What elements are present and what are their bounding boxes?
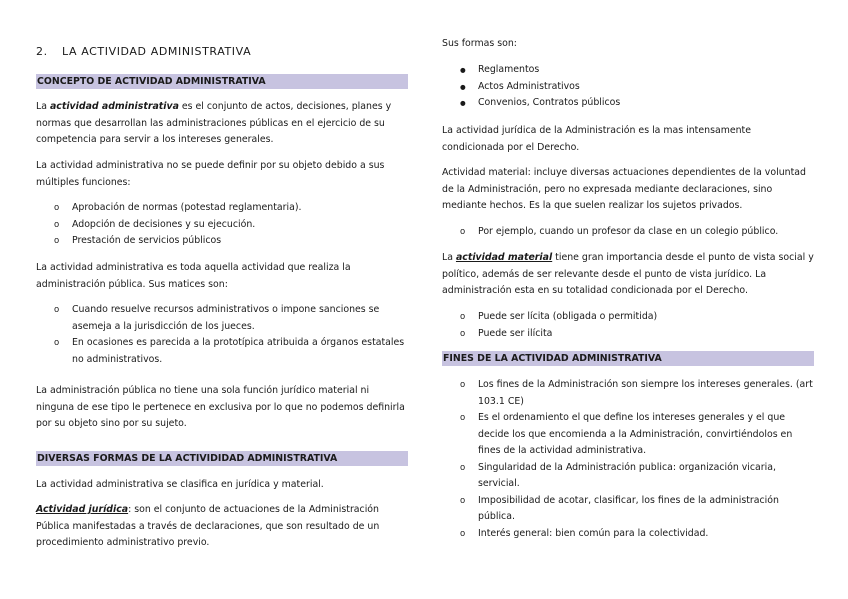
term-actividad-material: actividad material	[455, 252, 553, 263]
list-item: o Cuando resuelve recursos administrativos o impone sanciones se asemeja a la jurisdicción de los jueces.	[36, 302, 408, 335]
list-item: o En ocasiones es parecida a la prototípica atribuida a órganos estatales no administrativos.	[36, 335, 408, 368]
fines-list	[442, 377, 814, 542]
list-item: o Imposibilidad de acotar, clasificar, los fines de la administración pública.	[442, 493, 814, 526]
list-item: o Adopción de decisiones y su ejecución.	[36, 217, 408, 234]
list-item: ● Convenios, Contratos públicos	[442, 95, 814, 112]
actividad-material-paragraph: Actividad material: incluye diversas actuaciones dependientes de la voluntad de la Administración, pero no expresada mediante declaraciones, sino mediante hechos. Es la que suelen realizar los sujetos privados.	[442, 167, 806, 211]
concepto-paragraph	[36, 99, 408, 149]
p1-post: es el conjunto de actos, decisiones, planes y normas que desarrollan las administraciones públicas en el ejercicio de su competencia para servir a los intereses generales.	[36, 101, 392, 145]
list-item: o Puede ser lícita (obligada o permitida)	[442, 309, 814, 326]
formas-intro: Sus formas son:	[442, 38, 517, 49]
list-item: o Interés general: bien común para la colectividad.	[442, 526, 814, 543]
p3-pre: La	[442, 252, 456, 263]
list-item: o Singularidad de la Administración publica: organización vicaria, servicial.	[442, 460, 814, 493]
concepto-header: CONCEPTO DE ACTIVIDAD ADMINISTRATIVA	[36, 74, 408, 89]
matices-intro: La actividad administrativa es toda aquella actividad que realiza la administración pública. Sus matices son:	[36, 262, 351, 290]
juridica-condicionada-paragraph: La actividad jurídica de la Administración es la mas intensamente condicionada por el Derecho.	[442, 125, 751, 153]
list-item: o Los fines de la Administración son siempre los intereses generales. (art 103.1 CE)	[442, 377, 814, 410]
importancia-paragraph	[442, 250, 814, 300]
section-title-text: LA ACTIVIDAD ADMINISTRATIVA	[62, 45, 252, 58]
list-item: o Puede ser ilícita	[442, 326, 814, 343]
formas-list	[442, 62, 814, 112]
formas-header: DIVERSAS FORMAS DE LA ACTIVIDIDAD ADMINISTRATIVA	[36, 451, 408, 466]
ejemplo-list	[442, 224, 814, 241]
p6-post: : son el conjunto de actuaciones de la Administración Pública manifestadas a través de declaraciones, que son resultado de un procedimiento administrativo previo.	[36, 504, 380, 548]
term-actividad-juridica: Actividad jurídica	[36, 504, 129, 515]
actividad-juridica-paragraph	[36, 502, 408, 552]
list-item: o Es el ordenamiento el que define los intereses generales y el que decide los que encomienda a la Administración, convirtiéndolos en fines de la actividad administrativa.	[442, 410, 814, 460]
section-title	[36, 45, 251, 58]
sujeto-paragraph: La administración pública no tiene una sola función jurídico material ni ninguna de ese tipo le pertenece en exclusiva por lo que no podemos definirla por su objeto sino por su sujeto.	[36, 385, 405, 429]
section-number: 2.	[36, 45, 48, 58]
fines-header: FINES DE LA ACTIVIDAD ADMINISTRATIVA	[442, 351, 814, 366]
list-item: ● Actos Administrativos	[442, 79, 814, 96]
p3-post: tiene gran importancia desde el punto de vista social y político, además de ser relevante desde el punto de vista jurídico. La administración esta en su totalidad condicionada por el Derecho.	[442, 252, 814, 296]
matices-list	[36, 302, 408, 368]
funciones-intro: La actividad administrativa no se puede definir por su objeto debido a sus múltiples funciones:	[36, 160, 385, 188]
licitud-list	[442, 309, 814, 342]
list-item: o Prestación de servicios públicos	[36, 233, 408, 250]
list-item: ● Reglamentos	[442, 62, 814, 79]
funciones-list	[36, 200, 408, 250]
term-actividad-administrativa: actividad administrativa	[49, 101, 179, 112]
clasificacion-paragraph: La actividad administrativa se clasifica en jurídica y material.	[36, 479, 324, 490]
p1-pre: La	[36, 101, 50, 112]
list-item: o Por ejemplo, cuando un profesor da clase en un colegio público.	[442, 224, 814, 241]
list-item: o Aprobación de normas (potestad reglamentaria).	[36, 200, 408, 217]
